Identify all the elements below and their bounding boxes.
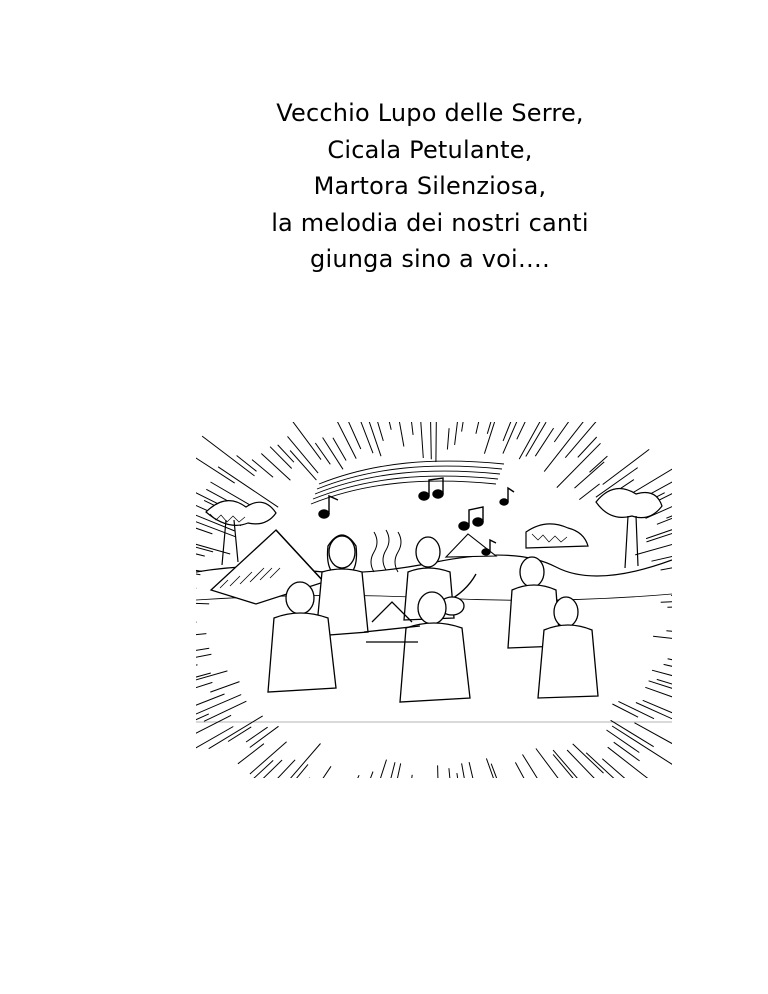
glow-ray <box>196 654 211 668</box>
glow-ray <box>196 540 230 554</box>
poem-line-5: giunga sino a voi…. <box>310 245 550 273</box>
campfire-illustration <box>196 422 672 778</box>
glow-ray <box>462 763 469 778</box>
glow-ray <box>404 775 412 778</box>
glow-ray <box>536 749 579 779</box>
glow-ray <box>612 726 672 765</box>
glow-ray <box>250 742 287 774</box>
glow-ray <box>385 422 391 430</box>
glow-ray <box>652 550 673 561</box>
scouts-figures <box>268 535 598 702</box>
glow-ray <box>476 422 482 434</box>
glow-ray <box>612 704 638 717</box>
fire-smoke <box>371 530 401 572</box>
glow-ray <box>653 636 672 643</box>
glow-ray <box>603 449 650 484</box>
glow-ray <box>357 772 373 778</box>
glow-ray <box>196 714 209 739</box>
glow-ray <box>196 601 209 604</box>
glow-ray <box>661 601 672 603</box>
glow-ray <box>431 422 432 459</box>
glow-ray <box>647 515 673 542</box>
glow-ray <box>196 695 241 717</box>
poem-text <box>180 95 680 278</box>
glow-ray <box>372 422 384 441</box>
glow-ray <box>399 422 404 447</box>
glow-ray <box>196 648 209 659</box>
glow-ray <box>487 422 505 434</box>
glow-ray <box>196 622 197 624</box>
glow-ray <box>526 422 546 456</box>
glow-ray <box>611 720 654 746</box>
music-staff <box>311 461 504 504</box>
glow-ray <box>469 762 477 778</box>
glow-ray <box>515 762 526 778</box>
glow-ray <box>196 556 202 571</box>
glow-ray <box>246 727 268 742</box>
glow-ray <box>447 428 449 449</box>
glow-ray <box>196 541 213 552</box>
glow-ray <box>323 438 343 470</box>
glow-ray <box>210 682 239 693</box>
glow-ray <box>553 750 600 778</box>
glow-ray <box>388 762 395 778</box>
glow-ray <box>666 631 672 638</box>
poem-line-4: la melodia dei nostri canti <box>271 208 589 237</box>
glow-ray <box>438 765 439 778</box>
glow-ray <box>196 665 198 675</box>
glow-ray <box>503 422 526 441</box>
glow-ray <box>421 422 424 458</box>
glow-ray <box>573 744 604 773</box>
poem-line-3: Martora Silenziosa, <box>313 172 547 200</box>
poem-line-2: Cicala Petulante, <box>327 135 533 164</box>
glow-ray <box>462 422 468 432</box>
glow-ray <box>544 422 587 472</box>
glow-ray <box>553 754 587 778</box>
glow-ray <box>666 503 672 518</box>
glow-ray <box>288 436 319 473</box>
glow-ray <box>629 461 672 495</box>
glow-ray <box>270 447 292 469</box>
glow-ray <box>449 768 451 778</box>
glow-ray <box>668 659 672 677</box>
glow-ray <box>372 760 387 778</box>
glow-ray <box>196 715 231 738</box>
glow-ray <box>261 454 290 481</box>
glow-ray <box>557 443 601 487</box>
glow-ray <box>608 747 664 778</box>
glow-ray <box>196 682 212 701</box>
glow-ray <box>228 727 251 742</box>
glow-ray <box>535 428 553 456</box>
glow-ray <box>278 445 294 462</box>
glow-ray <box>455 422 461 445</box>
glow-ray <box>645 687 672 703</box>
poem-line-1: Vecchio Lupo delle Serre, <box>276 99 584 127</box>
glow-ray <box>335 422 361 449</box>
glow-ray <box>636 703 672 733</box>
glow-ray <box>196 443 235 484</box>
glow-ray <box>196 671 227 686</box>
glow-ray <box>237 456 257 472</box>
glow-ray <box>486 758 501 778</box>
glow-ray <box>267 764 308 778</box>
glow-ray <box>614 742 640 761</box>
glow-ray <box>202 436 254 476</box>
glow-ray <box>196 634 206 638</box>
glow-ray <box>342 775 359 778</box>
glow-ray <box>590 456 608 472</box>
glow-ray <box>273 744 320 779</box>
glow-ray <box>667 606 672 607</box>
glow-ray <box>484 422 496 454</box>
glow-ray <box>646 522 672 539</box>
glow-ray <box>643 700 672 716</box>
glow-ray <box>252 460 273 478</box>
glow-ray <box>635 542 672 555</box>
glow-ray <box>664 664 672 678</box>
glow-ray <box>652 670 672 680</box>
glow-ray <box>410 422 414 435</box>
glow-ray <box>265 760 295 778</box>
